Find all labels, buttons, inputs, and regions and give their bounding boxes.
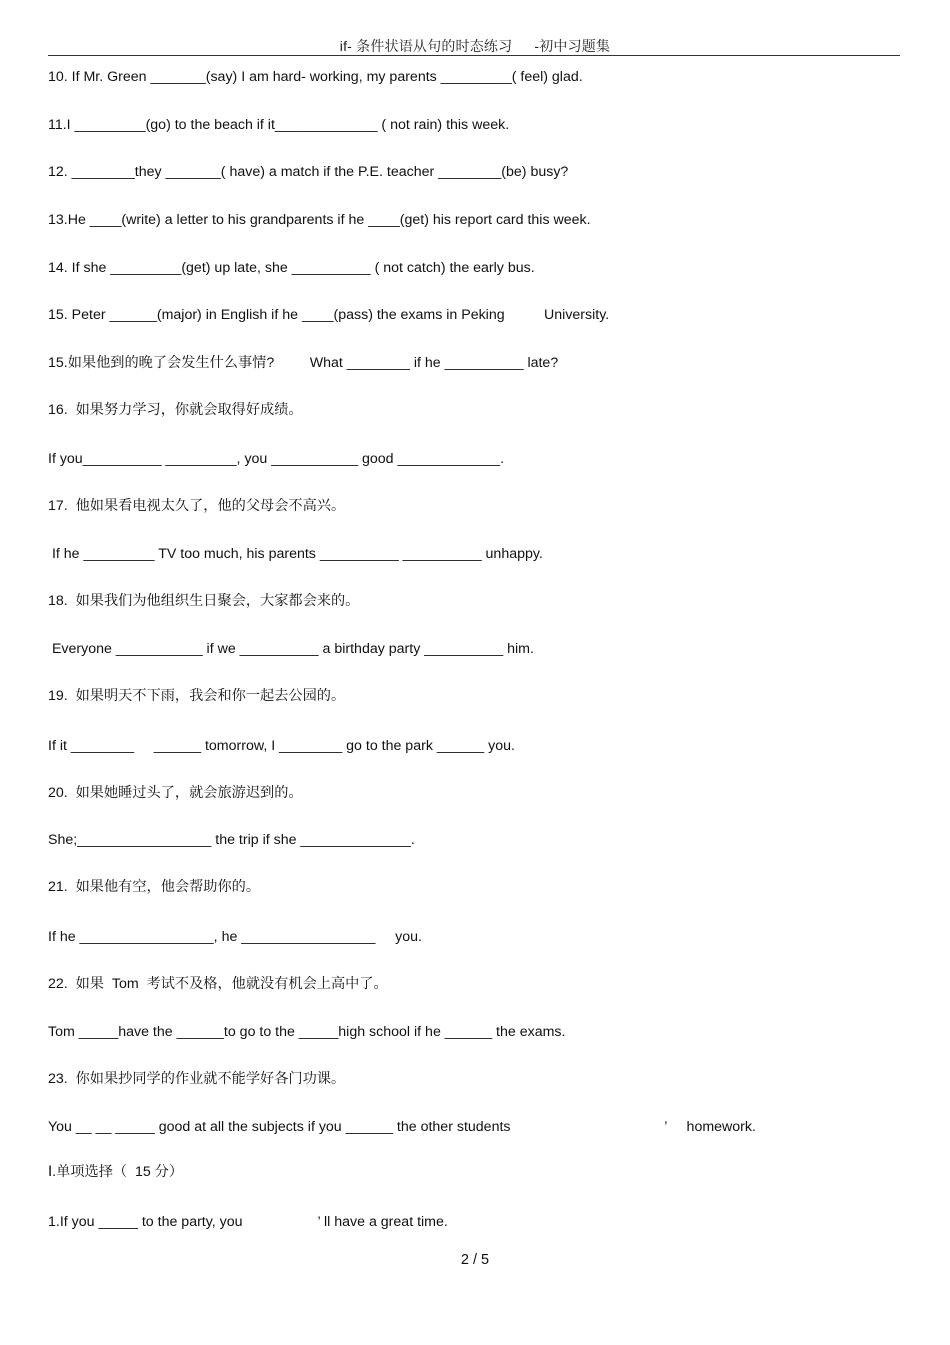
exercise-line: 20. 如果她睡过头了，就会旅游迟到的。 [48, 785, 303, 801]
exercise-line: She;_________________ the trip if she ______________. [48, 832, 415, 848]
exercise-line: You __ __ _____ good at all the subjects if you ______ the other students ’ homework. [48, 1119, 756, 1135]
exercise-line: 18. 如果我们为他组织生日聚会，大家都会来的。 [48, 593, 360, 609]
exercise-line: 15. Peter ______(major) in English if he ____(pass) the exams in Peking University. [48, 307, 610, 323]
section-heading: Ⅰ.单项选择（ 15 分） [48, 1164, 184, 1180]
header-title: if- 条件状语从句的时态练习 [339, 38, 513, 54]
page-number: 2 / 5 [460, 1252, 490, 1268]
exercise-line: 17. 他如果看电视太久了，他的父母会不高兴。 [48, 498, 346, 514]
exercise-line: Everyone ___________ if we __________ a birthday party __________ him. [48, 641, 534, 657]
exercise-line: If he _________ TV too much, his parents __________ __________ unhappy. [48, 546, 543, 562]
exercise-line: 23. 你如果抄同学的作业就不能学好各门功课。 [48, 1071, 346, 1087]
exercise-line: If he _________________, he _________________ you. [48, 929, 422, 945]
exercise-line: 12. ________they _______( have) a match if the P.E. teacher ________(be) busy? [48, 164, 569, 180]
exercise-line: 13.He ____(write) a letter to his grandparents if he ____(get) his report card this week. [48, 212, 591, 228]
exercise-line: 16. 如果努力学习，你就会取得好成绩。 [48, 402, 303, 418]
exercise-line: 15.如果他到的晚了会发生什么事情? What ________ if he __________ late? [48, 355, 559, 371]
header-rule [48, 55, 900, 56]
header-subtitle: -初中习题集 [534, 38, 611, 54]
exercise-line: 11.I _________(go) to the beach if it_____________ ( not rain) this week. [48, 117, 510, 133]
page-header [0, 36, 950, 56]
exercise-line: 19. 如果明天不下雨，我会和你一起去公园的。 [48, 688, 346, 704]
exercise-line: If it ________ ______ tomorrow, I ________ go to the park ______ you. [48, 738, 515, 754]
exercise-line: Tom _____have the ______to go to the _____high school if he ______ the exams. [48, 1024, 566, 1040]
exercise-line: 22. 如果 Tom 考试不及格，他就没有机会上高中了。 [48, 976, 388, 992]
exercise-line: 21. 如果他有空，他会帮助你的。 [48, 879, 261, 895]
exercise-line: 1.If you _____ to the party, you ’ ll have a great time. [48, 1214, 448, 1230]
exercise-line: 14. If she _________(get) up late, she __________ ( not catch) the early bus. [48, 260, 535, 276]
exercise-line: 10. If Mr. Green _______(say) I am hard- working, my parents _________( feel) glad. [48, 69, 583, 85]
exercise-line: If you__________ _________, you ___________ good _____________. [48, 451, 505, 467]
